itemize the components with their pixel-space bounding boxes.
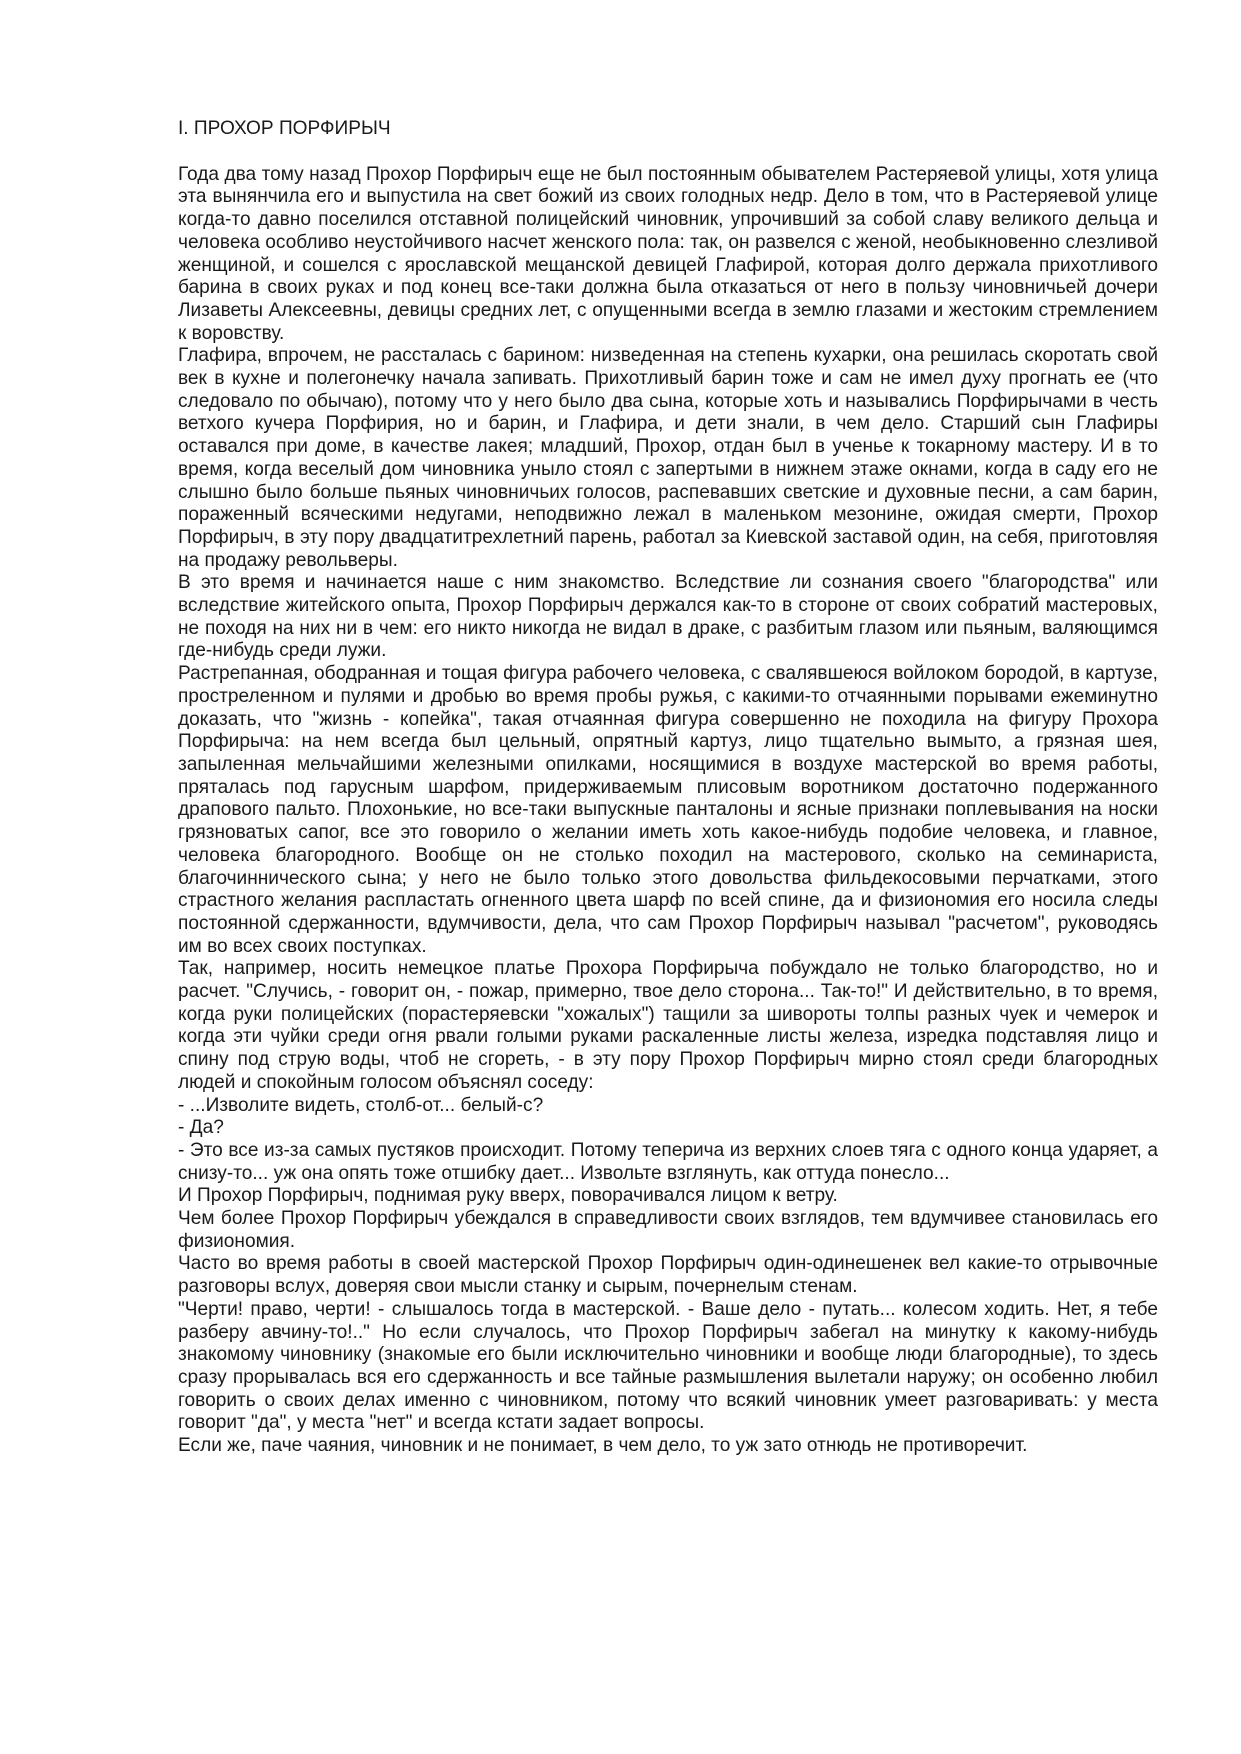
paragraph-9: И Прохор Порфирыч, поднимая руку вверх, поворачивался лицом к ветру.	[178, 1185, 838, 1207]
paragraph-13: Если же, паче чаяния, чиновник и не понимает, в чем дело, то уж зато отнюдь не противоречит.	[178, 1435, 1028, 1457]
paragraph-5: Так, например, носить немецкое платье Прохора Порфирыча побуждало не только благородство, но и расчет. "Случись, - говорит он, - пожар, примерно, твое дело сторона... Так-то!" И действительно, в то время, когда руки полицейских (порастеряевски "хожалых") тащили за шивороты толпы разных чуек и чемерок и когда эти чуйки среди огня рвали голыми руками раскаленные листы железа, изредка подставляя лицо и спину под струю воды, чтоб не сгореть, - в эту пору Прохор Порфирыч мирно стоял среди благородных людей и спокойным голосом объяснял соседу:	[178, 958, 1158, 1093]
paragraph-2: Глафира, впрочем, не рассталась с барином: низведенная на степень кухарки, она решилась скоротать свой век в кухне и полегонечку начала запивать. Прихотливый барин тоже и сам не имел духу прогнать ее (что следовало по обычаю), потому что у него было два сына, которые хоть и назывались Порфирычами в честь ветхого кучера Порфирия, но и барин, и Глафира, и дети знали, в чем дело. Старший сын Глафиры оставался при доме, в качестве лакея; младший, Прохор, отдан был в ученье к токарному мастеру. И в то время, когда веселый дом чиновника уныло стоял с запертыми в нижнем этаже окнами, когда в саду его не слышно было больше пьяных чиновничьих голосов, распевавших светские и духовные песни, а сам барин, пораженный всяческими недугами, неподвижно лежал в маленьком мезонине, ожидая смерти, Прохор Порфирыч, в эту пору двадцатитрехлетний парень, работал за Киевской заставой один, на себя, приготовляя на продажу револьверы.	[178, 345, 1158, 571]
dialogue-line-3: - Это все из-за самых пустяков происходит. Потому теперича из верхних слоев тяга с одного конца ударяет, а снизу-то... уж она опять тоже отшибку дает... Извольте взглянуть, как оттуда понесло...	[178, 1139, 1158, 1184]
paragraph-1: Года два тому назад Прохор Порфирыч еще не был постоянным обывателем Растеряевой улицы, хотя улица эта вынянчила его и выпустила на свет божий из своих голодных недр. Дело в том, что в Растеряевой улице когда-то давно поселился отставной полицейский чиновник, упрочивший за собой славу великого дельца и человека особливо неустойчивого насчет женского пола: так, он развелся с женой, необыкновенно слезливой женщиной, и сошелся с ярославской мещанской девицей Глафирой, которая долго держала прихотливого барина в своих руках и под конец все-таки должна была отказаться от него в пользу чиновничьей дочери Лизаветы Алексеевны, девицы средних лет, с опущенными всегда в землю глазами и жестоким стремлением к воровству.	[178, 163, 1158, 344]
paragraph-3: В это время и начинается наше с ним знакомство. Вследствие ли сознания своего "благородства" или вследствие житейского опыта, Прохор Порфирыч держался как-то в стороне от своих собратий мастеровых, не походя на них ни в чем: его никто никогда не видал в драке, с разбитым глазом или пьяным, валяющимся где-нибудь среди лужи.	[178, 572, 1158, 662]
chapter-title: I. ПРОХОР ПОРФИРЫЧ	[178, 118, 391, 139]
document-body	[178, 118, 1158, 1458]
paragraph-4: Растрепанная, ободранная и тощая фигура рабочего человека, с свалявшеюся войлоком бородой, в картузе, простреленном и пулями и дробью во время пробы ружья, с какими-то отчаянными порывами ежеминутно доказать, что "жизнь - копейка", такая отчаянная фигура совершенно не походила на фигуру Прохора Порфирыча: на нем всегда был цельный, опрятный картуз, лицо тщательно вымыто, а грязная шея, запыленная мельчайшими железными опилками, носящимися в воздухе мастерской во время работы, пряталась под гарусным шарфом, придерживаемым плисовым воротником достаточно подержанного драпового пальто. Плохонькие, но все-таки выпускные панталоны и ясные признаки поплевывания на носки грязноватых сапог, все это говорило о желании иметь хоть какое-нибудь подобие человека, и главное, человека благородного. Вообще он не столько походил на мастерового, сколько на семинариста, благочиннического сына; у него не было только этого довольства фильдекосовыми перчатками, этого страстного желания распластать огненного цвета шарф по всей спине, да и физиономия его носила следы постоянной сдержанности, вдумчивости, дела, что сам Прохор Порфирыч называл "расчетом", руководясь им во всех своих поступках.	[178, 663, 1158, 957]
paragraph-10: Чем более Прохор Порфирыч убеждался в справедливости своих взглядов, тем вдумчивее становилась его физиономия.	[178, 1208, 1158, 1252]
paragraph-12: "Черти! право, черти! - слышалось тогда в мастерской. - Ваше дело - путать... колесом ходить. Нет, я тебе разберу авчину-то!.." Но если случалось, что Прохор Порфирыч забегал на минутку к какому-нибудь знакомому чиновнику (знакомые его были исключительно чиновники и вообще люди благородные), то здесь сразу прорывалась вся его сдержанность и все тайные размышления вылетали наружу; он особенно любил говорить о своих делах именно с чиновником, потому что всякий чиновник умеет разговаривать: у места говорит "да", у места "нет" и всегда кстати задает вопросы.	[178, 1298, 1158, 1434]
paragraph-11: Часто во время работы в своей мастерской Прохор Порфирыч один-одинешенек вел какие-то отрывочные разговоры вслух, доверяя свои мысли станку и сырым, почернелым стенам.	[178, 1253, 1158, 1298]
dialogue-line-2: - Да?	[178, 1117, 224, 1139]
dialogue-line-1: - ...Изволите видеть, столб-от... белый-с?	[178, 1094, 544, 1116]
